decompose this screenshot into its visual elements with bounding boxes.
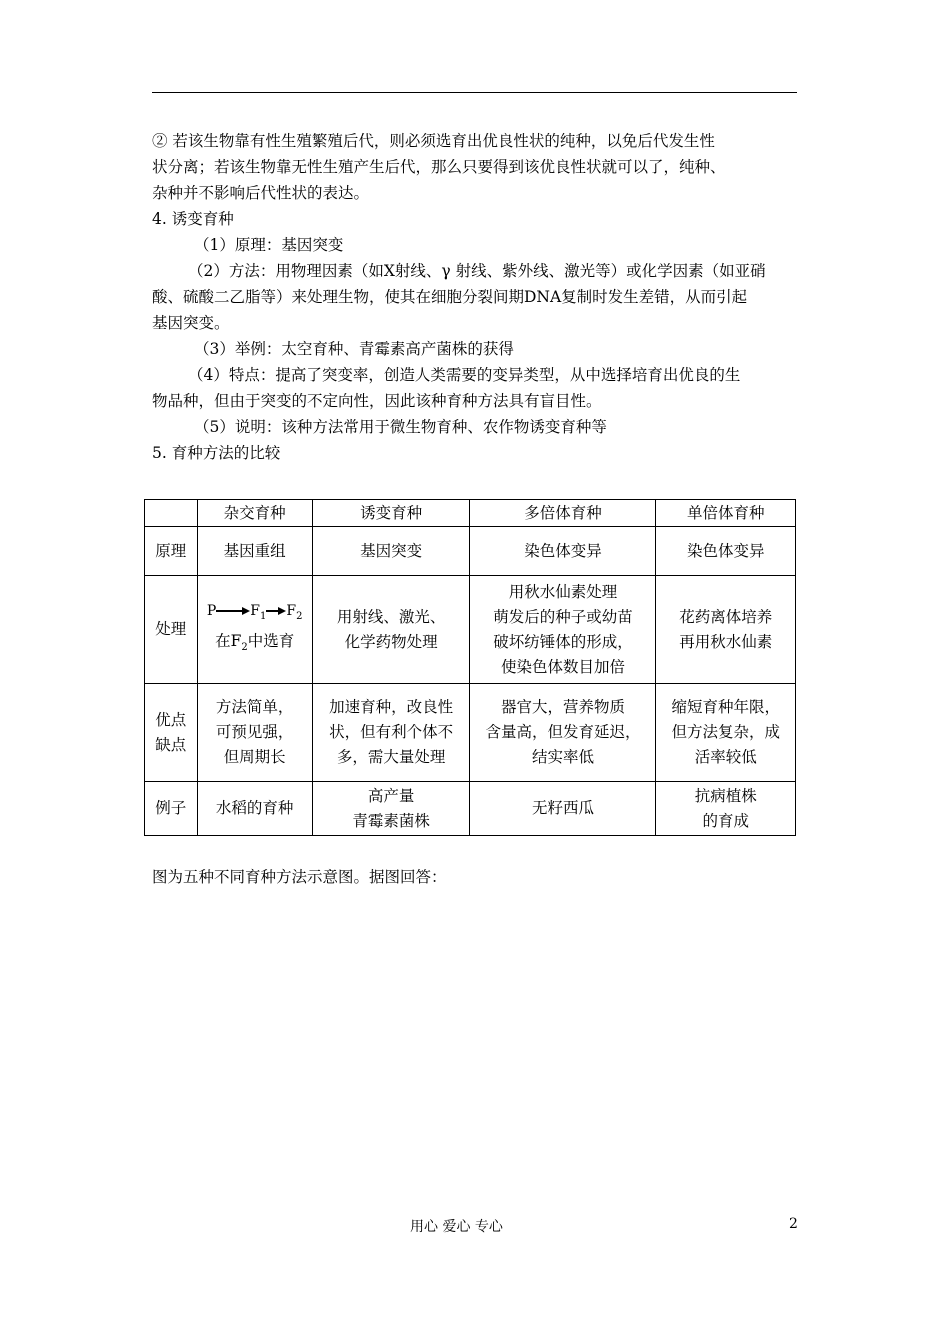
- text-line: 状分离；若该生物靠无性生殖产生后代，那么只要得到该优良性状就可以了，纯种、: [152, 158, 726, 176]
- header-cell: [145, 500, 198, 527]
- arrow-icon: [266, 606, 286, 616]
- table-row: [145, 527, 796, 576]
- table-cell: 抗病植株 的育成: [656, 782, 796, 836]
- table-row: [145, 684, 796, 782]
- table-cell: 基因重组: [197, 527, 312, 576]
- table-cell: 高产量 青霉素菌株: [312, 782, 470, 836]
- row-label: 例子: [145, 782, 198, 836]
- text-line: （2）方法：用物理因素（如X射线、γ 射线、紫外线、激光等）或化学因素（如亚硝: [188, 262, 766, 280]
- text-line: （3）举例：太空育种、青霉素高产菌株的获得: [194, 340, 514, 358]
- table-cell: 染色体变异: [656, 527, 796, 576]
- table-cell: 基因突变: [312, 527, 470, 576]
- table-cell: 无籽西瓜: [470, 782, 656, 836]
- table-cell: 用射线、激光、 化学药物处理: [312, 576, 470, 684]
- header-cell: 杂交育种: [197, 500, 312, 527]
- body-text: [152, 128, 800, 466]
- table-cell: 染色体变异: [470, 527, 656, 576]
- page-number: 2: [789, 1216, 798, 1232]
- cross-diagram: P $F_1$ $F_2$: [206, 603, 303, 622]
- table-cell: 缩短育种年限， 但方法复杂，成 活率较低: [656, 684, 796, 782]
- table-cell: 花药离体培养 再用秋水仙素: [656, 576, 796, 684]
- row-label: 优点 缺点: [145, 684, 198, 782]
- text-line: 物品种，但由于突变的不定向性，因此该种育种方法具有盲目性。: [152, 392, 602, 410]
- text-line: 杂种并不影响后代性状的表达。: [152, 184, 370, 202]
- row-label: 处理: [145, 576, 198, 684]
- breeding-comparison-table: [144, 499, 796, 836]
- table-cell: 用秋水仙素处理 萌发后的种子或幼苗 破坏纺锤体的形成， 使染色体数目加倍: [470, 576, 656, 684]
- table-cell: 水稻的育种: [197, 782, 312, 836]
- header-cell: 诱变育种: [312, 500, 470, 527]
- table-cell: 器官大，营养物质 含量高，但发育延迟， 结实率低: [470, 684, 656, 782]
- row-label: 原理: [145, 527, 198, 576]
- section-heading: 5. 育种方法的比较: [152, 444, 281, 462]
- table-row: [145, 782, 796, 836]
- text-line: （4）特点：提高了突变率，创造人类需要的变异类型，从中选择培育出优良的生: [188, 366, 741, 384]
- table-row: [145, 576, 796, 684]
- text-line: ② 若该生物靠有性生殖繁殖后代，则必须选育出优良性状的纯种，以免后代发生性: [152, 132, 715, 150]
- text-line: （5）说明：该种方法常用于微生物育种、农作物诱变育种等: [194, 418, 607, 436]
- arrow-icon: [216, 606, 250, 616]
- footer-slogan: 用心 爱心 专心: [410, 1219, 503, 1235]
- header-cell: 单倍体育种: [656, 500, 796, 527]
- text-line: （1）原理：基因突变: [194, 236, 344, 254]
- table-cell: 加速育种，改良性 状，但有利个体不 多，需大量处理: [312, 684, 470, 782]
- table-cell: 方法简单， 可预见强， 但周期长: [197, 684, 312, 782]
- header-rule: [152, 92, 797, 93]
- question-text: 图为五种不同育种方法示意图。据图回答：: [152, 868, 447, 886]
- table-cell: P $F_1$ $F_2$ 在$F_2$中选育: [197, 576, 312, 684]
- header-cell: 多倍体育种: [470, 500, 656, 527]
- text-line: 酸、硫酸二乙脂等）来处理生物，使其在细胞分裂间期DNA复制时发生差错，从而引起: [152, 288, 748, 306]
- section-heading: 4. 诱变育种: [152, 210, 234, 228]
- text-line: 基因突变。: [152, 314, 230, 332]
- table-header-row: [145, 500, 796, 527]
